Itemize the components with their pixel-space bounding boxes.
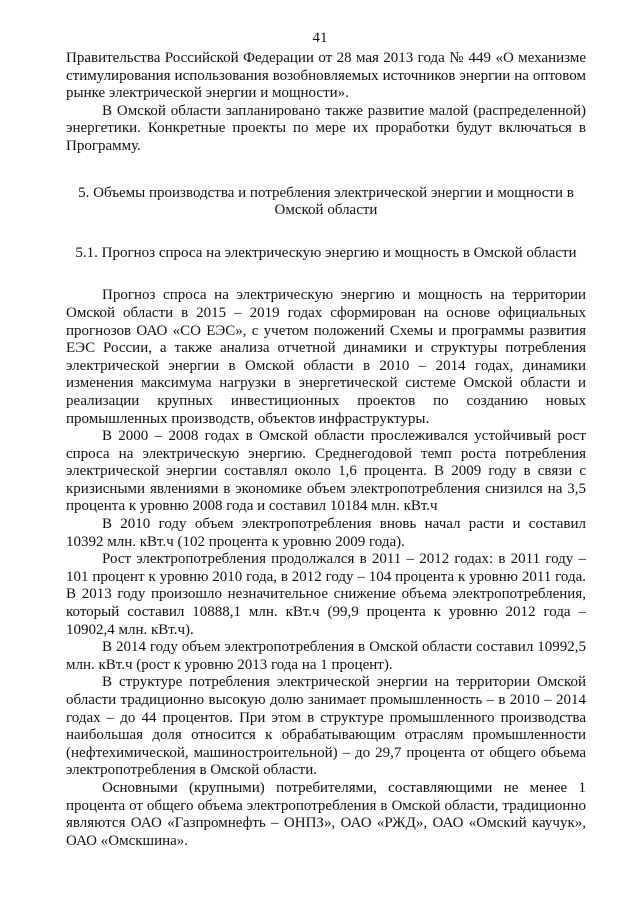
page-number: 41 [312, 30, 328, 46]
paragraph: Прогноз спроса на электрическую энергию и мощность на территории Омской области в 2015 – 2019 годах сформирован на основе официальных прогнозов ОАО «СО ЕЭС», с учетом положений Схемы и программы развития ЕЭС России, а также анализа отчетной динамики и структуры потребления электрической энергии в Омской области в 2010 – 2014 годах, динамики изменения максимума нагрузки в энергетической системе Омской области и реализации крупных инвестиционных проектов по созданию новых промышленных производств, объектов инфраструктуры. [66, 287, 586, 427]
paragraph: В 2010 году объем электропотребления вновь начал расти и составил 10392 млн. кВт.ч (102 процента к уровню 2009 года). [66, 516, 586, 550]
paragraph: Рост электропотребления продолжался в 2011 – 2012 годах: в 2011 году – 101 процент к уровню 2010 года, в 2012 году – 104 процента к уровню 2011 года. В 2013 году произошло незначительное снижение объема электропотребления, который составил 10888,1 млн. кВт.ч (99,9 процента к уровню 2012 года – 10902,4 млн. кВт.ч). [66, 551, 586, 638]
paragraph: В Омской области запланировано также развитие малой (распределенной) энергетики. Конкретные проекты по мере их проработки будут включаться в Программу. [66, 102, 586, 154]
section-heading: 5. Объемы производства и потребления электрической энергии и мощности в Омской области [78, 184, 574, 219]
document-body [66, 50, 586, 850]
subsection-heading: 5.1. Прогноз спроса на электрическую энергию и мощность в Омской области [75, 244, 577, 261]
paragraph: В 2014 году объем электропотребления в Омской области составил 10992,5 млн. кВт.ч (рост к уровню 2013 года на 1 процент). [66, 639, 586, 673]
paragraph: В структуре потребления электрической энергии на территории Омской области традиционно высокую долю занимает промышленность – в 2010 – 2014 годах – до 44 процентов. При этом в структуре промышленного производства наибольшая доля относится к обрабатывающим отраслям промышленности (нефтехимической, машиностроительной) – до 29,7 процента от общего объема электропотребления в Омской области. [66, 674, 586, 779]
paragraph: Правительства Российской Федерации от 28 мая 2013 года № 449 «О механизме стимулирования использования возобновляемых источников энергии на оптовом рынке электрической энергии и мощности». [66, 50, 586, 102]
paragraph: В 2000 – 2008 годах в Омской области прослеживался устойчивый рост спроса на электрическую энергию. Среднегодовой темп роста потребления электрической энергии составлял около 1,6 процента. В 2009 году в связи с кризисными явлениями в экономике объем электропотребления снизился на 3,5 процента к уровню 2008 года и составил 10184 млн. кВт.ч [66, 428, 586, 515]
paragraph: Основными (крупными) потребителями, составляющими не менее 1 процента от общего объема электропотребления в Омской области, традиционно являются ОАО «Газпромнефть – ОНПЗ», ОАО «РЖД», ОАО «Омский каучук», ОАО «Омскшина». [66, 779, 586, 849]
